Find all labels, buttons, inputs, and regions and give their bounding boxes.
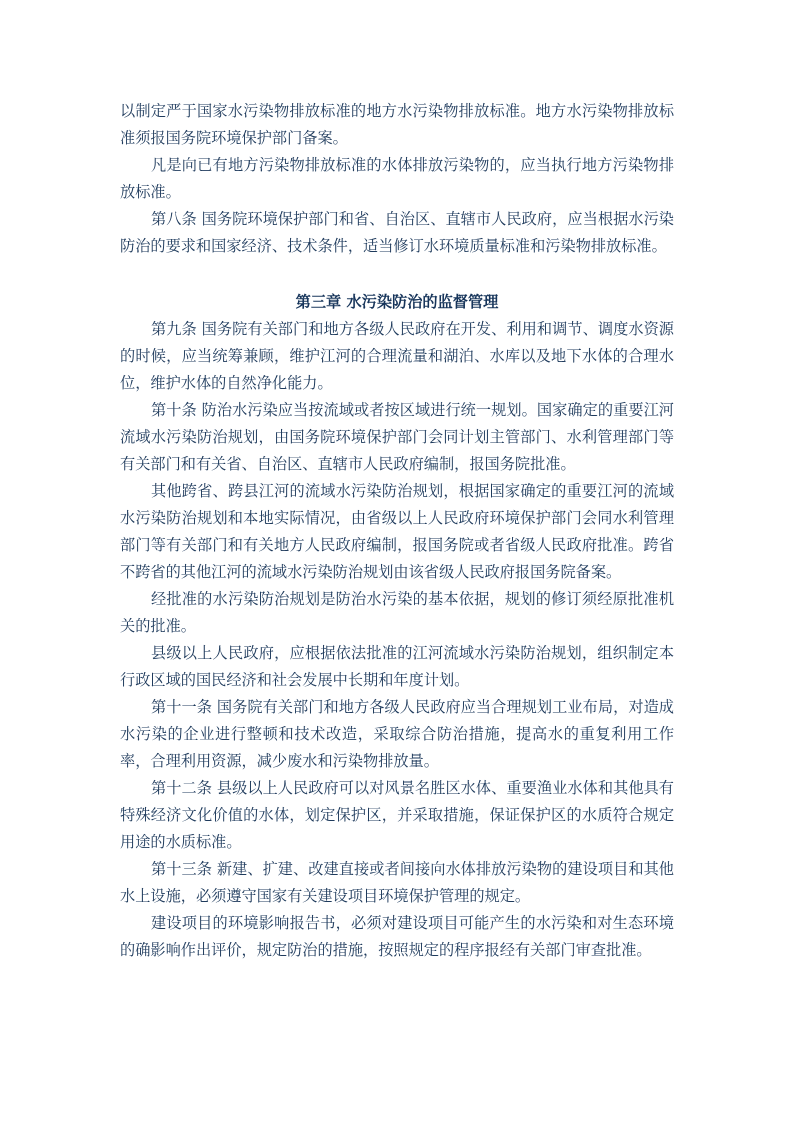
chapter-title: 第三章 水污染防治的监督管理: [295, 293, 499, 311]
document-page: [120, 98, 674, 964]
paragraph: 建设项目的环境影响报告书，必须对建设项目可能产生的水污染和对生态环境的确影响作出评价，规定防治的措施，按照规定的程序报经有关部门审查批准。: [120, 914, 674, 959]
paragraph-article-12: 第十二条 县级以上人民政府可以对风景名胜区水体、重要渔业水体和其他具有特殊经济文化价值的水体，划定保护区，并采取措施，保证保护区的水质符合规定用途的水质标准。: [120, 779, 674, 851]
paragraph-article-11: 第十一条 国务院有关部门和地方各级人民政府应当合理规划工业布局，对造成水污染的企业进行整顿和技术改造，采取综合防治措施，提高水的重复利用工作率，合理利用资源，减少废水和污染物排放量。: [120, 698, 674, 770]
paragraph-article-9: 第九条 国务院有关部门和地方各级人民政府在开发、利用和调节、调度水资源的时候，应当统筹兼顾，维护江河的合理流量和湖泊、水库以及地下水体的合理水位，维护水体的自然净化能力。: [120, 320, 674, 392]
paragraph-article-13: 第十三条 新建、扩建、改建直接或者间接向水体排放污染物的建设项目和其他水上设施，必须遵守国家有关建设项目环境保护管理的规定。: [120, 860, 674, 905]
paragraph: 其他跨省、跨县江河的流域水污染防治规划，根据国家确定的重要江河的流域水污染防治规划和本地实际情况，由省级以上人民政府环境保护部门会同水利管理部门等有关部门和有关地方人民政府编制，报国务院或者省级人民政府批准。跨省不跨省的其他江河的流域水污染防治规划由该省级人民政府报国务院备案。: [120, 482, 674, 581]
paragraph-continuation: 以制定严于国家水污染物排放标准的地方水污染物排放标准。地方水污染物排放标准须报国务院环境保护部门备案。: [120, 102, 674, 147]
paragraph: 凡是向已有地方污染物排放标准的水体排放污染物的，应当执行地方污染物排放标准。: [120, 156, 674, 201]
paragraph-article-10: 第十条 防治水污染应当按流域或者按区域进行统一规划。国家确定的重要江河流域水污染防治规划，由国务院环境保护部门会同计划主管部门、水利管理部门等有关部门和有关省、自治区、直辖市人民政府编制，报国务院批准。: [120, 401, 674, 473]
paragraph: 经批准的水污染防治规划是防治水污染的基本依据，规划的修订须经原批准机关的批准。: [120, 590, 674, 635]
paragraph: 县级以上人民政府，应根据依法批准的江河流域水污染防治规划，组织制定本行政区域的国民经济和社会发展中长期和年度计划。: [120, 644, 674, 689]
paragraph-article-8: 第八条 国务院环境保护部门和省、自治区、直辖市人民政府，应当根据水污染防治的要求和国家经济、技术条件，适当修订水环境质量标准和污染物排放标准。: [120, 210, 674, 255]
